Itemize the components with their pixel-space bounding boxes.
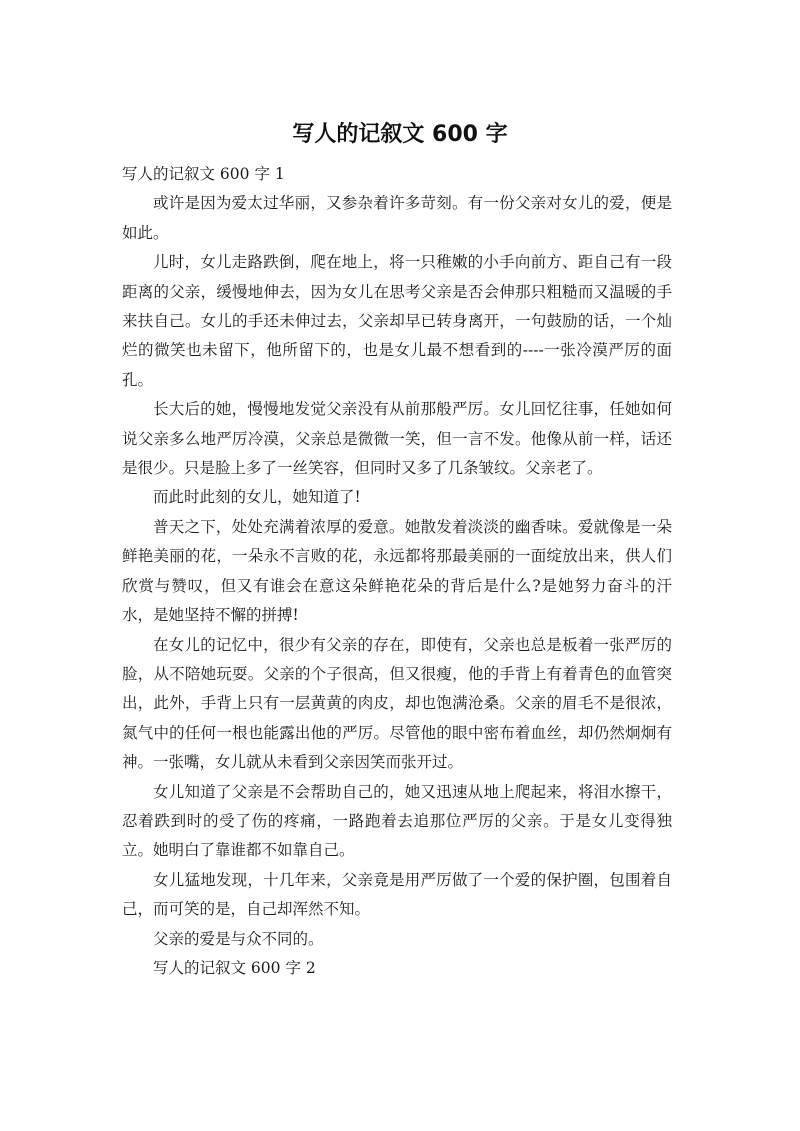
paragraph: 长大后的她，慢慢地发觉父亲没有从前那般严厉。女儿回忆往事，任她如何说父亲多么地严厉冷漠，父亲总是微微一笑，但一言不发。他像从前一样，话还是很少。只是脸上多了一丝笑容，但同时又多了几条皱纹。父亲老了。 [122, 400, 672, 478]
paragraph: 写人的记叙文 600 字 2 [153, 958, 316, 977]
paragraph: 而此时此刻的女儿，她知道了! [153, 488, 361, 507]
paragraph: 儿时，女儿走路跌倒，爬在地上，将一只稚嫩的小手向前方、距自己有一段距离的父亲，缓慢地伸去，因为女儿在思考父亲是否会伸那只粗糙而又温暖的手来扶自己。女儿的手还未伸过去，父亲却早已转身离开，一句鼓励的话，一个灿烂的微笑也未留下，他所留下的，也是女儿最不想看到的----一张冷漠严厉的面孔。 [122, 253, 672, 389]
paragraph: 女儿知道了父亲是不会帮助自己的，她又迅速从地上爬起来，将泪水擦干，忍着跌到时的受了伤的疼痛，一路跑着去追那位严厉的父亲。于是女儿变得独立。她明白了靠谁都不如靠自己。 [122, 782, 672, 860]
paragraph: 在女儿的记忆中，很少有父亲的存在，即使有，父亲也总是板着一张严厉的脸，从不陪她玩耍。父亲的个子很高，但又很瘦，他的手背上有着青色的血管突出，此外，手背上只有一层黄黄的肉皮，却也饱满沧桑。父亲的眉毛不是很浓，氮气中的任何一根也能露出他的严厉。尽管他的眼中密布着血丝，却仍然炯炯有神。一张嘴，女儿就从未看到父亲因笑而张开过。 [122, 635, 672, 772]
document-body [122, 160, 672, 983]
paragraph: 父亲的爱是与众不同的。 [153, 929, 324, 948]
paragraph: 女儿猛地发现，十几年来，父亲竟是用严厉做了一个爱的保护圈，包围着自己，而可笑的是，自己却浑然不知。 [122, 870, 672, 919]
paragraph: 普天之下，处处充满着浓厚的爱意。她散发着淡淡的幽香味。爱就像是一朵鲜艳美丽的花，一朵永不言败的花，永远都将那最美丽的一面绽放出来，供人们欣赏与赞叹，但又有谁会在意这朵鲜艳花朵的背后是什么?是她努力奋斗的汗水，是她坚持不懈的拼搏! [122, 517, 672, 625]
section-heading-1: 写人的记叙文 600 字 1 [122, 165, 285, 183]
paragraph: 或许是因为爱太过华丽，又参杂着许多苛刻。有一份父亲对女儿的爱，便是如此。 [122, 194, 672, 242]
document-title: 写人的记叙文 600 字 [292, 122, 508, 147]
